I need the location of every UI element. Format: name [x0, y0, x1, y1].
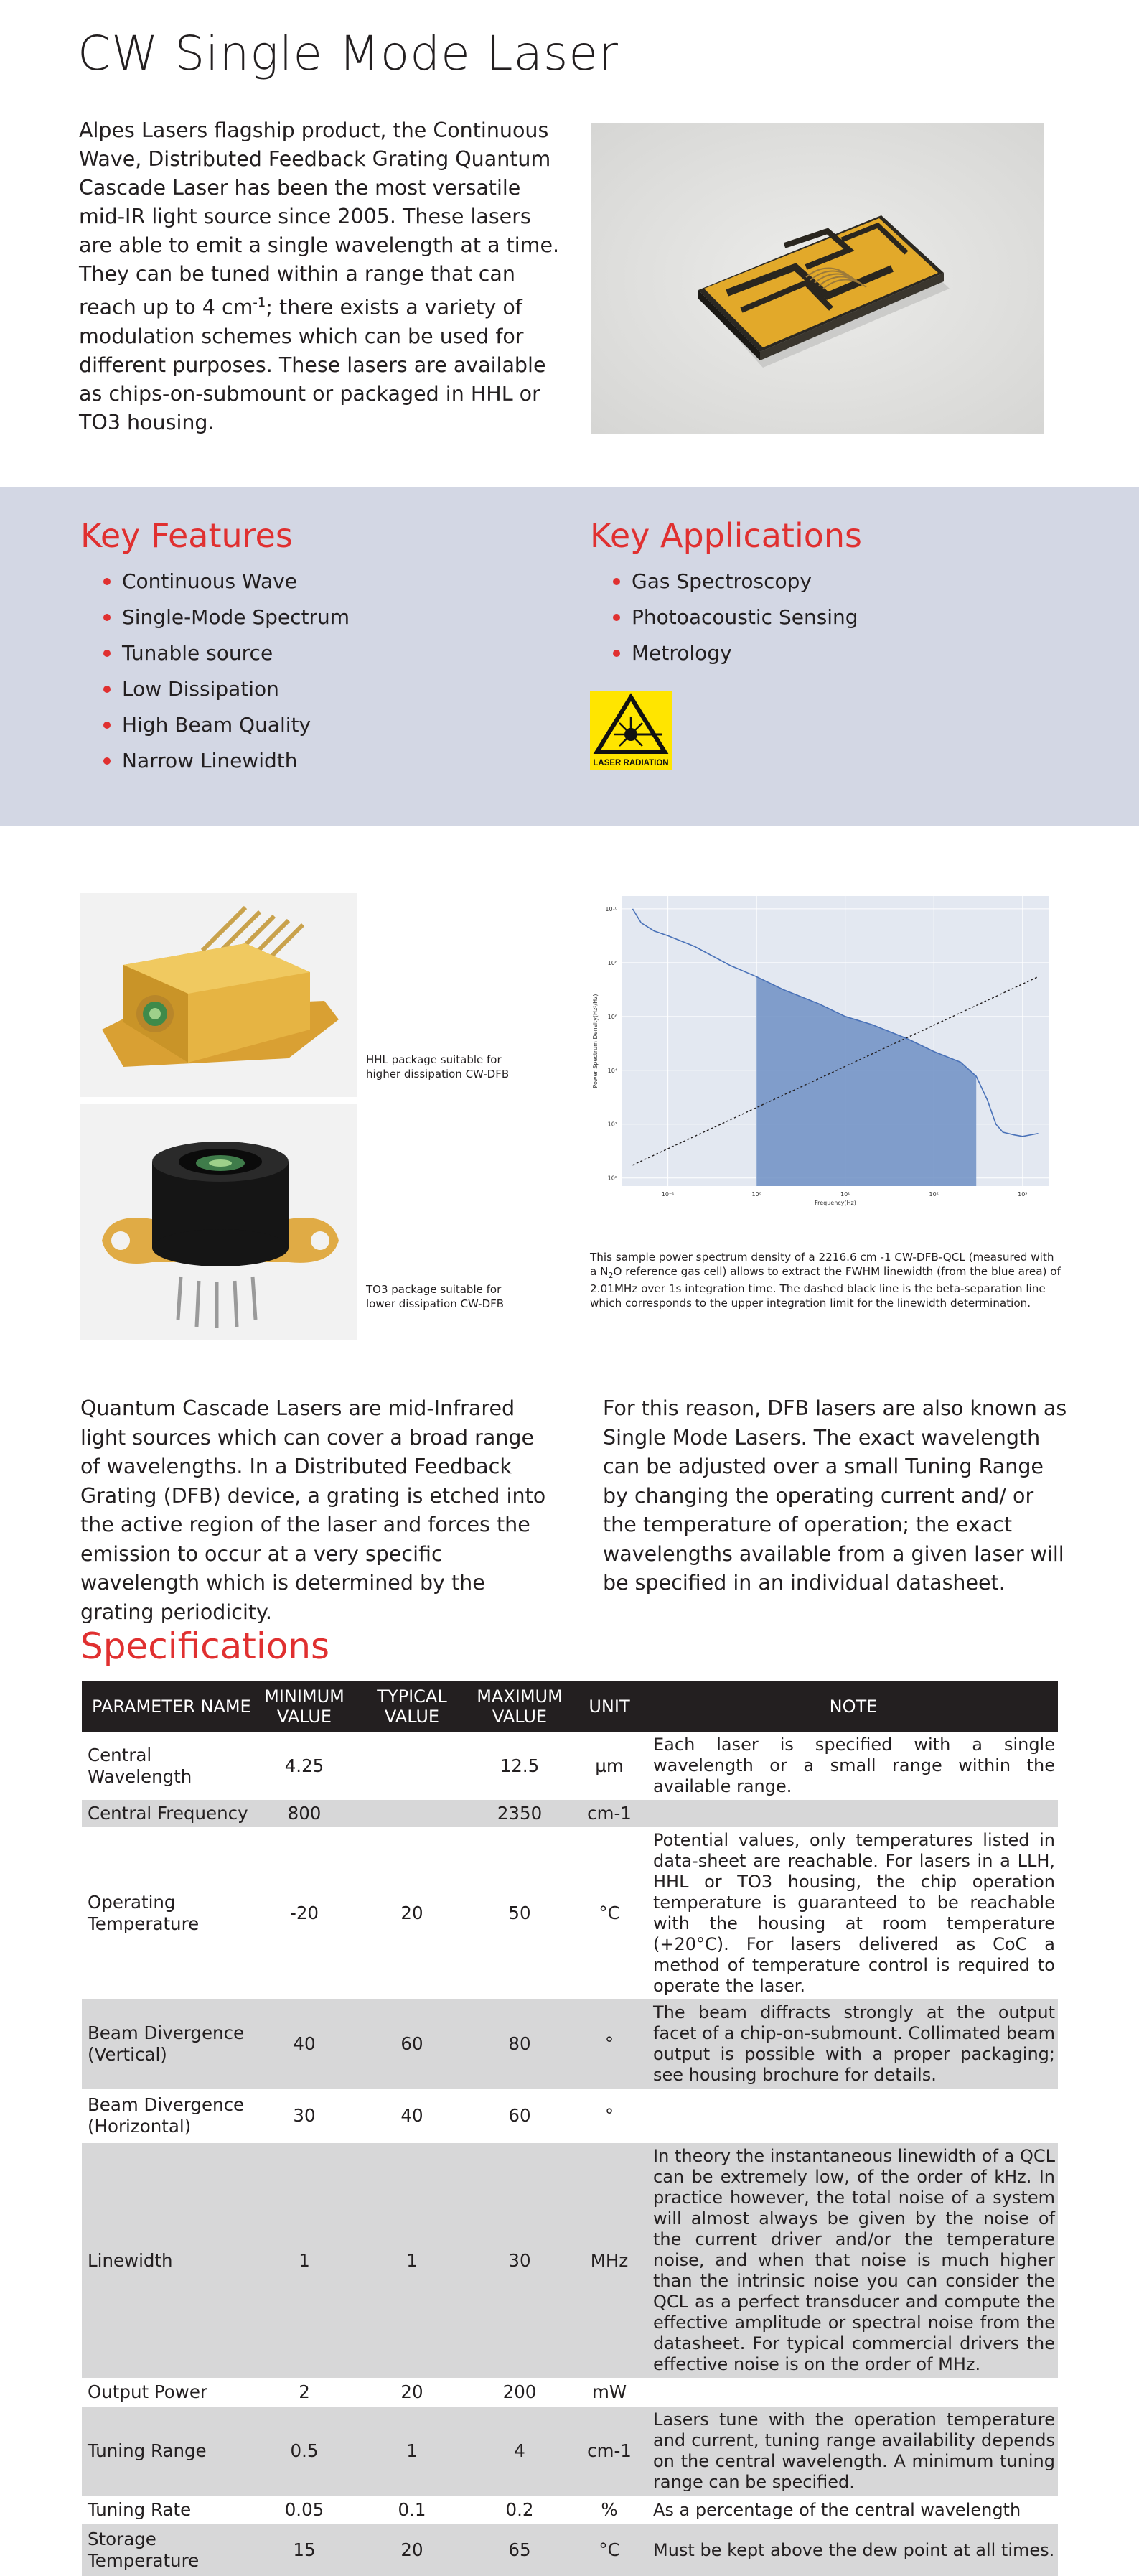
feature-label: Narrow Linewidth: [122, 749, 298, 773]
typical-value: 1: [355, 2407, 469, 2496]
typical-value: 20: [400, 2381, 423, 2402]
bullet-icon: [103, 686, 111, 693]
column-header: MINIMUM VALUE: [254, 1681, 355, 1732]
column-header: PARAMETER NAME: [82, 1681, 254, 1732]
typical-value: 40: [400, 2105, 423, 2126]
typical-value: [355, 1732, 469, 1800]
laser-chip-photo: [591, 123, 1044, 434]
parameter-name: Tuning Range: [82, 2407, 254, 2496]
feature-label: Low Dissipation: [122, 677, 279, 701]
bullet-icon: [103, 722, 111, 729]
specifications-table: [82, 1681, 1058, 2576]
list-item: [80, 599, 350, 635]
parameter-name: Beam Divergence (Horizontal): [88, 2094, 245, 2137]
bullet-icon: [613, 650, 620, 657]
table-row: [82, 2524, 1058, 2576]
typical-value: 20: [355, 2524, 469, 2576]
list-item: [80, 707, 350, 743]
note: Lasers tune with the operation temperature and current, tuning range availability depends on the central wavelength. A minimum tuning range can be specified.: [649, 2407, 1058, 2496]
minimum-value: 1: [254, 2143, 355, 2378]
unit: °: [570, 1999, 649, 2089]
y-tick-label: 10⁸: [607, 959, 617, 966]
unit: °: [604, 2105, 614, 2126]
table-row: [82, 1800, 1058, 1827]
maximum-value: 4: [469, 2407, 570, 2496]
minimum-value: -20: [289, 1903, 319, 1923]
unit: µm: [595, 1755, 624, 1776]
x-tick-label: 10²: [929, 1191, 939, 1198]
unit: cm-1: [570, 1800, 649, 1827]
power-spectrum-chart: [590, 890, 1058, 1208]
minimum-value: 0.05: [284, 2499, 324, 2520]
parameter-name: Beam Divergence (Vertical): [82, 1999, 254, 2089]
key-features-list: [80, 564, 350, 779]
maximum-value: 200: [502, 2381, 537, 2402]
minimum-value: 4.25: [284, 1755, 324, 1776]
parameter-name: Storage Temperature: [82, 2524, 254, 2576]
list-item: [80, 743, 350, 779]
laser-warning-icon: [590, 691, 672, 770]
x-tick-label: 10⁰: [751, 1191, 761, 1198]
column-header: NOTE: [649, 1681, 1058, 1732]
table-row: [82, 2496, 1058, 2524]
table-row: [82, 1827, 1058, 1999]
maximum-value: 0.2: [505, 2499, 534, 2520]
maximum-value: 30: [469, 2143, 570, 2378]
bullet-icon: [613, 578, 620, 585]
maximum-value: 60: [508, 2105, 531, 2126]
laser-sign-text: LASER RADIATION: [593, 759, 669, 767]
qcl-paragraph: Quantum Cascade Lasers are mid-Infrared light sources which can cover a broad range of wavelengths. In a Distributed Feedback Grating (DFB) device, a grating is etched into the active region of the laser and forces the emission to occur at a very specific wavelength which is determined by the grating periodicity.: [80, 1396, 546, 1624]
note: Each laser is specified with a single wavelength or a small range within the available range.: [653, 1735, 1055, 1796]
unit: MHz: [570, 2143, 649, 2378]
maximum-value: 50: [508, 1903, 531, 1923]
parameter-name: Linewidth: [82, 2143, 254, 2378]
list-item: [590, 635, 858, 671]
chart-caption-a: This sample power spectrum density of a 2216.6 cm -1 CW-DFB-QCL (measured with a N: [590, 1251, 1054, 1278]
bullet-icon: [103, 650, 111, 657]
table-row: [82, 1732, 1058, 1800]
minimum-value: 2: [299, 2381, 310, 2402]
feature-label: Tunable source: [122, 641, 273, 665]
unit: °C: [570, 2524, 649, 2576]
list-item: [80, 564, 350, 599]
features-band: [0, 487, 1139, 826]
column-header: UNIT: [570, 1681, 649, 1732]
note: The beam diffracts strongly at the output facet of a chip-on-submount. Collimated beam output is possible with a proper packaging; see housing brochure for details.: [649, 1999, 1058, 2089]
feature-label: Single-Mode Spectrum: [122, 605, 350, 629]
unit: cm-1: [570, 2407, 649, 2496]
x-axis-label: Frequency(Hz): [815, 1200, 856, 1206]
key-features-heading: Key Features: [80, 516, 293, 555]
hhl-caption: HHL package suitable for higher dissipation CW-DFB: [366, 1053, 510, 1081]
typical-value: [355, 1800, 469, 1827]
intro-text-b: ; there exists a variety of modulation schemes which can be used for different purposes. These lasers are available as chips-on-submount or packaged in HHL or TO3 housing.: [79, 295, 546, 434]
table-row: [82, 2143, 1058, 2378]
chart-caption: [590, 1251, 1061, 1310]
chart-svg: [590, 890, 1058, 1208]
chart-caption-sub: 2: [608, 1270, 614, 1280]
parameter-name: Tuning Rate: [88, 2499, 192, 2520]
minimum-value: 800: [254, 1800, 355, 1827]
parameter-name: Operating Temperature: [88, 1892, 200, 1934]
bullet-icon: [103, 614, 111, 621]
table-header-row: [82, 1681, 1058, 1732]
minimum-value: 30: [293, 2105, 316, 2126]
note: [649, 1800, 1058, 1827]
to3-package-photo: [80, 1104, 357, 1340]
y-tick-label: 10⁶: [607, 1013, 617, 1020]
typical-value: 60: [355, 1999, 469, 2089]
column-header: TYPICAL VALUE: [355, 1681, 469, 1732]
maximum-value: 80: [469, 1999, 570, 2089]
unit: °C: [599, 1903, 620, 1923]
y-tick-label: 10⁴: [607, 1067, 617, 1074]
parameter-name: Output Power: [88, 2381, 207, 2402]
y-tick-label: 10¹⁰: [605, 905, 617, 913]
intro-text-a: Alpes Lasers flagship product, the Continuous Wave, Distributed Feedback Grating Quantum Cascade Laser has been the most versatile mid-IR light source since 2005. These lasers are able to emit a single wavelength at a time. They can be tuned within a range that can reach up to 4 cm: [79, 118, 560, 319]
key-applications-list: [590, 564, 858, 671]
key-applications-heading: Key Applications: [590, 516, 863, 555]
y-axis-label: Power Spectrum Density(Hz²/Hz): [592, 994, 599, 1088]
list-item: [590, 564, 858, 599]
dfb-paragraph: For this reason, DFB lasers are also known as Single Mode Lasers. The exact wavelength can be adjusted over a small Tuning Range by changing the operating current and/ or the temperature of operation; the exact wavelengths available from a given laser will be specified in an individual datasheet.: [603, 1396, 1067, 1595]
x-tick-label: 10¹: [840, 1191, 850, 1198]
bullet-icon: [613, 614, 620, 621]
note: As a percentage of the central wavelength: [653, 2499, 1021, 2520]
maximum-value: 12.5: [500, 1755, 540, 1776]
bullet-icon: [103, 578, 111, 585]
chart-caption-b: O reference gas cell) allows to extract the FWHM linewidth (from the blue area) of 2.01MHz over 1s integration time. The dashed black line is the beta-separation line which corresponds to the upper integration limit for the linewidth determination.: [590, 1264, 1061, 1310]
x-tick-label: 10⁻¹: [661, 1191, 675, 1198]
intro-superscript: -1: [253, 295, 266, 310]
unit: mW: [591, 2381, 627, 2402]
application-label: Photoacoustic Sensing: [632, 605, 858, 629]
feature-label: High Beam Quality: [122, 713, 311, 737]
list-item: [590, 599, 858, 635]
feature-label: Continuous Wave: [122, 569, 297, 593]
typical-value: 0.1: [398, 2499, 426, 2520]
note: [649, 2089, 1058, 2143]
column-header: MAXIMUM VALUE: [469, 1681, 570, 1732]
minimum-value: 15: [254, 2524, 355, 2576]
minimum-value: 40: [254, 1999, 355, 2089]
maximum-value: 65: [469, 2524, 570, 2576]
parameter-name: Central Frequency: [82, 1800, 254, 1827]
typical-value: 20: [400, 1903, 423, 1923]
list-item: [80, 635, 350, 671]
y-tick-label: 10⁰: [607, 1175, 617, 1182]
note: [649, 2378, 1058, 2407]
page-title: CW Single Mode Laser: [78, 26, 619, 81]
table-row: [82, 1999, 1058, 2089]
table-row: [82, 2407, 1058, 2496]
minimum-value: 0.5: [254, 2407, 355, 2496]
typical-value: 1: [355, 2143, 469, 2378]
note: Must be kept above the dew point at all times.: [649, 2524, 1058, 2576]
table-row: [82, 2378, 1058, 2407]
application-label: Metrology: [632, 641, 732, 665]
to3-caption: TO3 package suitable for lower dissipation CW-DFB: [366, 1283, 505, 1310]
intro-paragraph: [79, 116, 567, 437]
maximum-value: 2350: [469, 1800, 570, 1827]
x-tick-label: 10³: [1018, 1191, 1028, 1198]
y-tick-label: 10²: [607, 1121, 617, 1128]
note: In theory the instantaneous linewidth of a QCL can be extremely low, of the order of kHz. In practice however, the total noise of a system will almost always be given by the noise of the current driver and/or the temperature noise, and when that noise is much higher than the intrinsic noise you can consider the QCL as a perfect transducer and compute the effective amplitude or spectral noise from the datasheet. For typical commercial drivers the effective noise is on the order of MHz.: [649, 2143, 1058, 2378]
specifications-heading: Specifications: [80, 1625, 330, 1667]
parameter-name: Central Wavelength: [88, 1744, 192, 1787]
bullet-icon: [103, 757, 111, 765]
table-row: [82, 2089, 1058, 2143]
list-item: [80, 671, 350, 707]
note: Potential values, only temperatures listed in data-sheet are reachable. For lasers in a LLH, HHL or TO3 housing, the chip operation temperature is guaranteed to be reachable with the housing at room temperature (+20°C). For lasers delivered as CoC a method of temperature control is required to operate the laser.: [653, 1830, 1055, 1996]
unit: %: [601, 2499, 618, 2520]
application-label: Gas Spectroscopy: [632, 569, 812, 593]
hhl-package-photo: [80, 893, 357, 1097]
